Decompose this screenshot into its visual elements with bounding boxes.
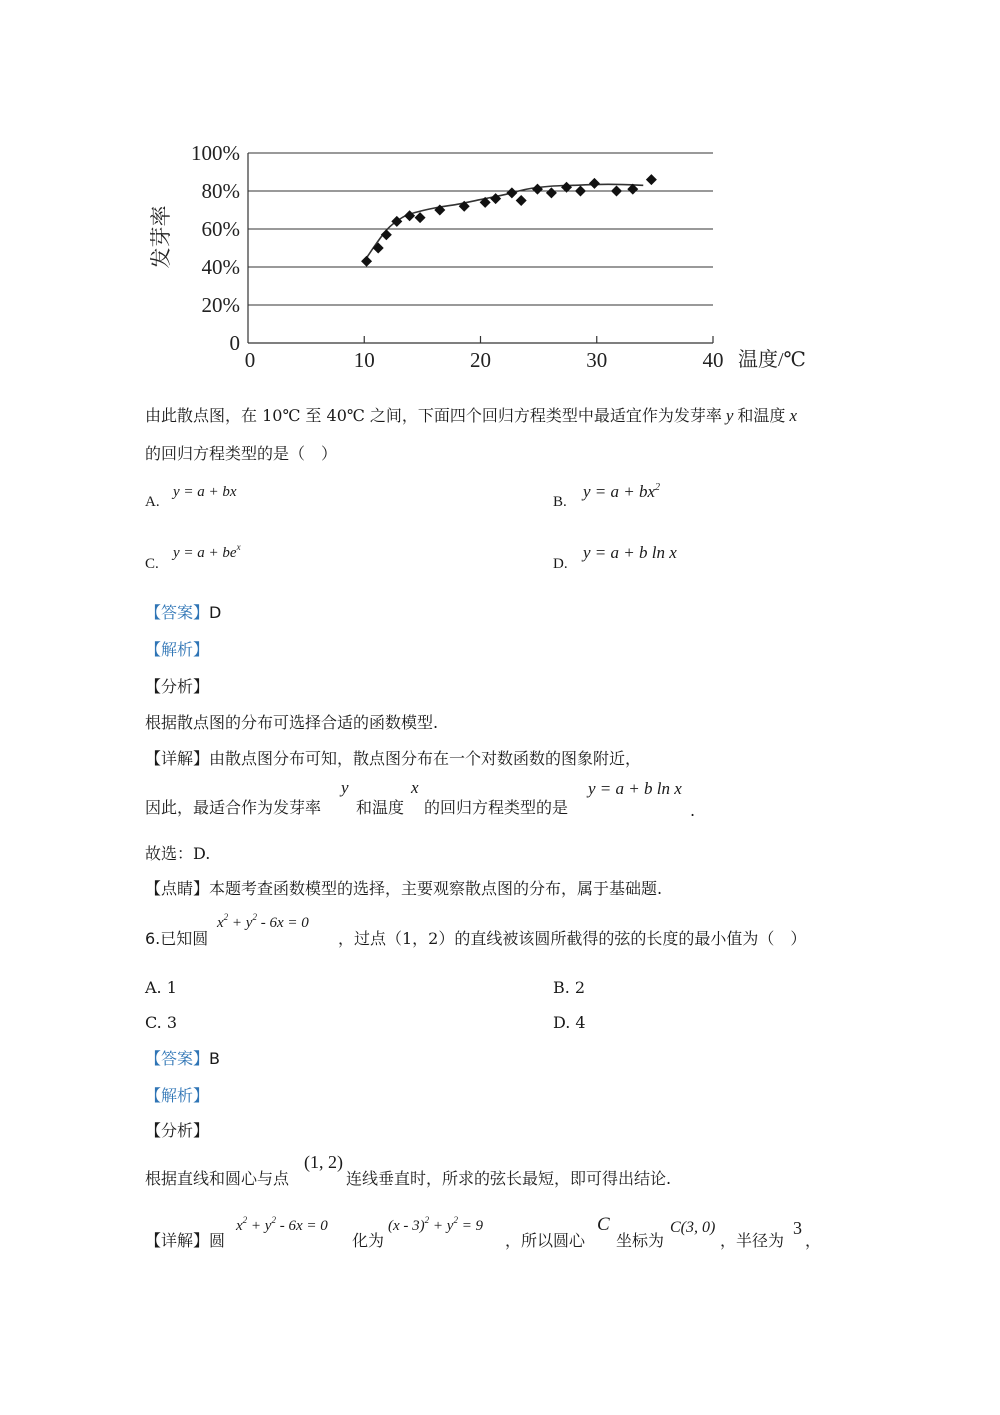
scatter-point bbox=[373, 243, 384, 254]
q6-option-c: C. 3 bbox=[145, 1013, 178, 1032]
q5-analysis-tag: 【解析】 bbox=[145, 640, 210, 659]
scatter-point bbox=[575, 186, 586, 197]
q5-guxuan: 故选：D. bbox=[145, 844, 211, 863]
q5-xiangjie-line bbox=[145, 748, 641, 770]
q5-option-d-label: D. bbox=[553, 556, 568, 572]
scatter-point bbox=[490, 193, 501, 204]
scatter-point bbox=[381, 229, 392, 240]
q5-stem-text-b: 和温度 bbox=[737, 406, 786, 425]
q6-stem-number-line bbox=[145, 928, 208, 950]
chart-x-tick-labels bbox=[245, 336, 724, 372]
q5-answer-value: D bbox=[209, 603, 222, 622]
q6-xj-center: C(3, 0) bbox=[670, 1219, 716, 1236]
scatter-point bbox=[532, 184, 543, 195]
q5-option-b-label: B. bbox=[553, 494, 567, 510]
q6-xj-banjing: ，半径为 bbox=[720, 1231, 785, 1250]
q6-xiangjie-yuan: 圆 bbox=[209, 1231, 226, 1250]
q6-xj-equation-1 bbox=[236, 1215, 328, 1235]
germination-scatter-chart bbox=[140, 135, 840, 380]
q6-eq-sq2: 2 bbox=[252, 912, 257, 922]
q6-xj-eq1-x: x bbox=[236, 1218, 243, 1234]
q5-option-c-math bbox=[173, 542, 241, 562]
q6-xj-eq1-y: + y bbox=[247, 1218, 272, 1234]
q5-option-b-exponent: 2 bbox=[655, 482, 661, 493]
q5-stem-text-a: 由此散点图，在 10℃ 至 40℃ 之间，下面四个回归方程类型中最适宜作为发芽率 bbox=[145, 406, 722, 425]
y-tick-label: 80% bbox=[201, 179, 240, 203]
scatter-point bbox=[646, 174, 657, 185]
q5-stem-line2: 的回归方程类型的是（ ） bbox=[145, 444, 338, 463]
q5-fenxi-text: 根据散点图的分布可选择合适的函数模型. bbox=[145, 713, 439, 732]
q5-option-c-label: C. bbox=[145, 556, 159, 572]
q5-dianjing-text: 本题考查函数模型的选择，主要观察散点图的分布，属于基础题. bbox=[209, 879, 663, 898]
q6-xj-eq2-sq2: 2 bbox=[453, 1215, 458, 1225]
x-tick-label: 10 bbox=[353, 348, 375, 372]
q6-xj-C: C bbox=[597, 1214, 610, 1235]
y-tick-label: 40% bbox=[201, 255, 240, 279]
x-tick-label: 0 bbox=[244, 348, 256, 372]
q6-xj-eq1-sq2: 2 bbox=[271, 1215, 276, 1225]
q6-xiangjie-tag: 【详解】 bbox=[145, 1231, 210, 1250]
y-tick-label: 60% bbox=[201, 217, 240, 241]
q6-stem-a: 已知圆 bbox=[160, 929, 209, 948]
q5-stem-line1 bbox=[145, 405, 797, 427]
q6-xj-eq1-sq1: 2 bbox=[242, 1215, 248, 1225]
chart-points bbox=[361, 174, 657, 267]
x-axis-label: 温度/℃ bbox=[738, 349, 806, 371]
q5-option-a-label: A. bbox=[145, 494, 160, 510]
q5-option-c-expr: y = a + be bbox=[173, 545, 237, 561]
q6-option-b: B. 2 bbox=[553, 978, 586, 997]
q6-xj-eq2-a: (x - 3) bbox=[388, 1218, 425, 1234]
q5-dianjing-line bbox=[145, 878, 662, 900]
q6-number: 6. bbox=[145, 929, 161, 948]
q5-conclusion-a: 因此，最适合作为发芽率 bbox=[145, 798, 322, 817]
q5-option-c-exponent: x bbox=[236, 542, 241, 552]
q5-answer-line bbox=[145, 602, 221, 624]
q6-xj-radius: 3 bbox=[793, 1218, 802, 1238]
q5-option-d-math: y = a + b ln x bbox=[583, 543, 677, 562]
q6-xj-eq2-sq1: 2 bbox=[424, 1215, 430, 1225]
q6-xiangjie-start bbox=[145, 1230, 225, 1252]
q5-dianjing-tag: 【点睛】 bbox=[145, 879, 210, 898]
q6-fenxi-a: 根据直线和圆心与点 bbox=[145, 1169, 290, 1188]
q6-xj-suoyi: ，所以圆心 bbox=[505, 1231, 586, 1250]
scatter-point bbox=[391, 216, 402, 227]
q5-conclusion-x: x bbox=[411, 778, 419, 797]
q5-option-b-expr: y = a + bx bbox=[583, 482, 656, 501]
q6-fenxi-b: 连线垂直时，所求的弦长最短，即可得出结论. bbox=[346, 1169, 672, 1188]
scatter-point bbox=[611, 186, 622, 197]
y-tick-label: 20% bbox=[201, 293, 240, 317]
q5-stem-y: y bbox=[725, 406, 734, 425]
q5-xiangjie-text: 由散点图分布可知，散点图分布在一个对数函数的图象附近， bbox=[209, 749, 642, 768]
q6-eq-sq1: 2 bbox=[223, 912, 229, 922]
q6-xj-equation-2 bbox=[388, 1215, 484, 1235]
q6-eq-x: x bbox=[217, 915, 224, 931]
q5-fenxi-tag: 【分析】 bbox=[145, 677, 210, 696]
q6-option-d: D. 4 bbox=[553, 1013, 586, 1032]
q6-fenxi-tag: 【分析】 bbox=[145, 1121, 210, 1140]
q6-xj-eq2-b: + y bbox=[429, 1218, 454, 1234]
scatter-point bbox=[415, 212, 426, 223]
q5-conclusion-end: . bbox=[690, 801, 696, 820]
q5-stem-x: x bbox=[789, 406, 797, 425]
q6-xj-eq1-rest: - 6x = 0 bbox=[275, 1218, 328, 1234]
chart-gridlines bbox=[248, 153, 713, 305]
x-tick-label: 40 bbox=[702, 348, 724, 372]
q6-xj-huawei: 化为 bbox=[352, 1231, 385, 1250]
q5-option-b-math bbox=[583, 482, 660, 502]
q6-fenxi-point: (1, 2) bbox=[304, 1152, 343, 1172]
q6-answer-value: B bbox=[209, 1049, 220, 1068]
q6-answer-line bbox=[145, 1048, 220, 1070]
y-tick-label: 100% bbox=[191, 141, 240, 165]
q6-eq-rest: - 6x = 0 bbox=[256, 915, 309, 931]
q6-stem-b: ，过点（1，2）的直线被该圆所截得的弦的长度的最小值为（ ） bbox=[338, 929, 807, 948]
chart-axes bbox=[248, 153, 713, 343]
q5-xiangjie-tag: 【详解】 bbox=[145, 749, 210, 768]
y-tick-label: 0 bbox=[229, 331, 240, 355]
x-tick-label: 20 bbox=[470, 348, 491, 372]
trend-curve bbox=[364, 184, 643, 261]
y-axis-label: 发芽率 bbox=[149, 205, 173, 269]
scatter-point bbox=[506, 187, 517, 198]
q6-eq-y: + y bbox=[228, 915, 253, 931]
scatter-point bbox=[361, 256, 372, 267]
q5-conclusion-b: 和温度 bbox=[356, 798, 405, 817]
q5-answer-tag: 【答案】 bbox=[145, 603, 210, 622]
q6-option-a: A. 1 bbox=[145, 978, 177, 997]
q5-conclusion-c: 的回归方程类型的是 bbox=[424, 798, 569, 817]
q6-circle-equation bbox=[217, 912, 309, 932]
q5-conclusion-y: y bbox=[341, 778, 349, 797]
q5-conclusion-math: y = a + b ln x bbox=[588, 779, 682, 798]
q6-xj-zuobiao: 坐标为 bbox=[616, 1231, 665, 1250]
scatter-point bbox=[404, 210, 415, 221]
q6-answer-tag: 【答案】 bbox=[145, 1049, 210, 1068]
scatter-point bbox=[516, 195, 527, 206]
q6-xj-end: ， bbox=[805, 1231, 822, 1250]
q6-xj-eq2-c: = 9 bbox=[457, 1218, 484, 1234]
chart-y-tick-labels bbox=[191, 141, 240, 355]
x-tick-label: 30 bbox=[586, 348, 608, 372]
q6-analysis-tag: 【解析】 bbox=[145, 1086, 210, 1105]
q5-option-a-math: y = a + bx bbox=[173, 484, 237, 500]
scatter-point bbox=[546, 187, 557, 198]
scatter-point bbox=[589, 178, 600, 189]
